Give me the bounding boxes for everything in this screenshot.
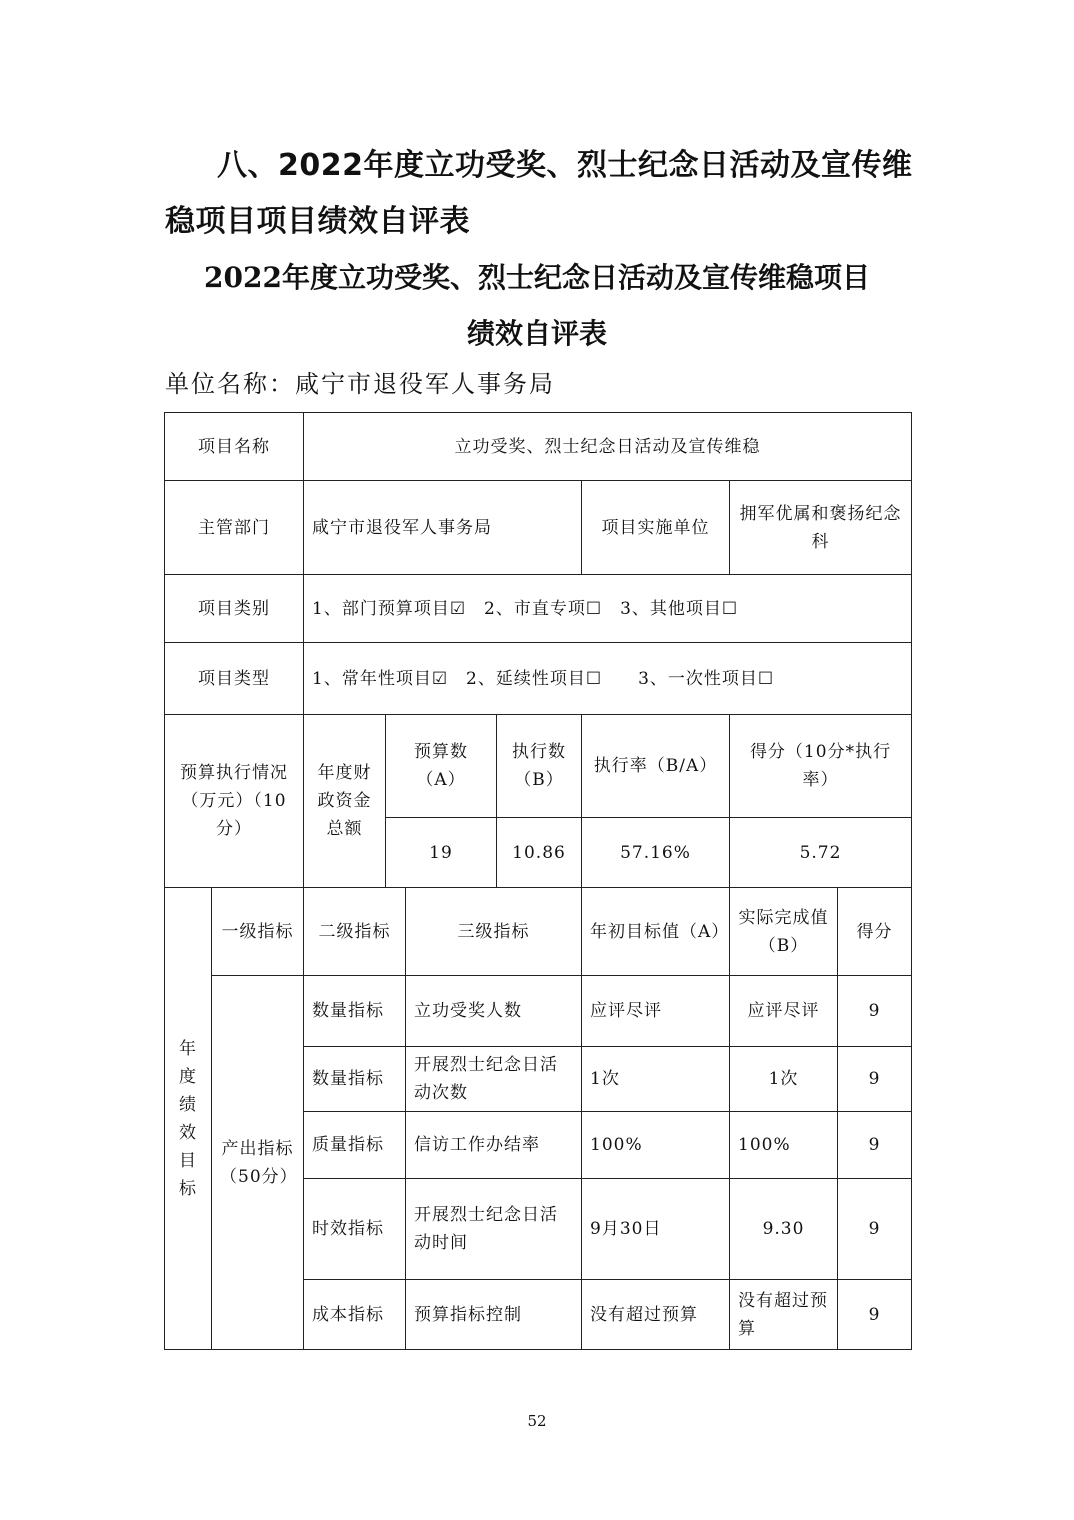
table-row-level2: 质量指标 xyxy=(304,1112,406,1179)
budget-label: 预算执行情况（万元）（10分） xyxy=(165,715,304,888)
table-row-target: 100% xyxy=(582,1112,730,1179)
unit-name: 单位名称：咸宁市退役军人事务局 xyxy=(165,370,555,398)
fund-label: 年度财政资金总额 xyxy=(304,715,386,888)
budget-a-value: 19 xyxy=(386,818,497,888)
project-name-label: 项目名称 xyxy=(165,413,304,481)
table-row-level3: 立功受奖人数 xyxy=(406,976,582,1047)
table-row-level2: 数量指标 xyxy=(304,976,406,1047)
exec-b-value: 10.86 xyxy=(497,818,582,888)
table-row-actual: 100% xyxy=(730,1112,838,1179)
annual-goal-label: 年度绩效目标 xyxy=(165,888,212,1350)
table-row-level2: 成本指标 xyxy=(304,1280,406,1350)
output-indicator-label: 产出指标（50分） xyxy=(212,976,304,1350)
category-value: 1、部门预算项目☑ 2、市直专项☐ 3、其他项目☐ xyxy=(304,575,912,643)
table-row-target: 应评尽评 xyxy=(582,976,730,1047)
table-row-target: 没有超过预算 xyxy=(582,1280,730,1350)
section-heading: 八、2022年度立功受奖、烈士纪念日活动及宣传维稳项目项目绩效自评表 xyxy=(165,148,913,239)
score-value: 5.72 xyxy=(730,818,912,888)
impl-unit-value: 拥军优属和褒扬纪念科 xyxy=(730,481,912,575)
project-name-value: 立功受奖、烈士纪念日活动及宣传维稳 xyxy=(304,413,912,481)
type-value: 1、常年性项目☑ 2、延续性项目☐ 3、一次性项目☐ xyxy=(304,643,912,715)
table-row-score: 9 xyxy=(838,1280,912,1350)
category-label: 项目类别 xyxy=(165,575,304,643)
col-level1: 一级指标 xyxy=(212,888,304,976)
table-row-actual: 9.30 xyxy=(730,1179,838,1280)
table-row-score: 9 xyxy=(838,976,912,1047)
table-title-line-2: 绩效自评表 xyxy=(466,317,607,350)
col-actual: 实际完成值（B） xyxy=(730,888,838,976)
rate-label: 执行率（B/A） xyxy=(582,715,730,818)
self-evaluation-table xyxy=(164,412,912,1350)
table-row-score: 9 xyxy=(838,1179,912,1280)
dept-value: 咸宁市退役军人事务局 xyxy=(304,481,582,575)
table-row-score: 9 xyxy=(838,1112,912,1179)
impl-unit-label: 项目实施单位 xyxy=(582,481,730,575)
table-row-target: 9月30日 xyxy=(582,1179,730,1280)
table-row-actual: 没有超过预算 xyxy=(730,1280,838,1350)
exec-b-label: 执行数（B） xyxy=(497,715,582,818)
table-row-level2: 时效指标 xyxy=(304,1179,406,1280)
table-row-level2: 数量指标 xyxy=(304,1047,406,1112)
col-target: 年初目标值（A） xyxy=(582,888,730,976)
table-title-line-1: 2022年度立功受奖、烈士纪念日活动及宣传维稳项目 xyxy=(204,261,870,294)
table-row-actual: 应评尽评 xyxy=(730,976,838,1047)
dept-label: 主管部门 xyxy=(165,481,304,575)
col-level3: 三级指标 xyxy=(406,888,582,976)
rate-value: 57.16% xyxy=(582,818,730,888)
col-level2: 二级指标 xyxy=(304,888,406,976)
type-label: 项目类型 xyxy=(165,643,304,715)
table-row-score: 9 xyxy=(838,1047,912,1112)
table-row-level3: 开展烈士纪念日活动次数 xyxy=(406,1047,582,1112)
col-score: 得分 xyxy=(838,888,912,976)
page-number: 52 xyxy=(527,1412,547,1430)
score-label: 得分（10分*执行率） xyxy=(730,715,912,818)
table-row-level3: 开展烈士纪念日活动时间 xyxy=(406,1179,582,1280)
table-row-level3: 预算指标控制 xyxy=(406,1280,582,1350)
table-row-target: 1次 xyxy=(582,1047,730,1112)
table-row-actual: 1次 xyxy=(730,1047,838,1112)
budget-a-label: 预算数（A） xyxy=(386,715,497,818)
table-row-level3: 信访工作办结率 xyxy=(406,1112,582,1179)
